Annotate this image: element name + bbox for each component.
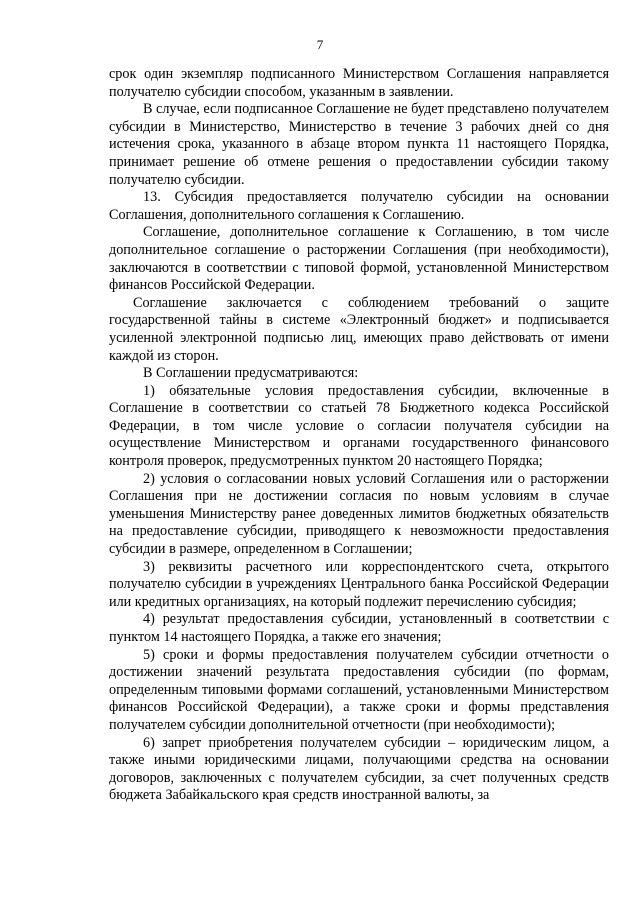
- list-item: 4) результат предоставления субсидии, установленный в соответствии с пунктом 14 настоящего Порядка, а также его значения;: [109, 611, 609, 645]
- paragraph: 13. Субсидия предоставляется получателю субсидии на основании Соглашения, дополнительного соглашения к Соглашению.: [109, 189, 609, 223]
- document-body: [109, 66, 609, 805]
- list-item: 5) сроки и формы предоставления получателем субсидии отчетности о достижении значений результата предоставления субсидии (по формам, определенным типовыми формами соглашений, установленными Министерством финансов Российской Федерации), а также сроки и формы представления получателем субсидии дополнительной отчетности (при необходимости);: [109, 646, 609, 733]
- paragraph: Соглашение заключается с соблюдением требований о защите государственной тайны в системе «Электронный бюджет» и подписывается усиленной электронной подписью лиц, имеющих право действовать от имени каждой из сторон.: [109, 294, 609, 364]
- list-item: 2) условия о согласовании новых условий Соглашения или о расторжении Соглашения при не достижении согласия по новым условиям в случае уменьшения Министерству ранее доведенных лимитов бюджетных обязательств на предоставление субсидии, приводящего к невозможности предоставления субсидии в размере, определенном в Соглашении;: [109, 470, 609, 558]
- paragraph: Соглашение, дополнительное соглашение к Соглашению, в том числе дополнительное соглашение о расторжении Соглашения (при необходимости), заключаются в соответствии с типовой формой, установленной Министерством финансов Российской Федерации.: [109, 224, 609, 294]
- paragraph: В Соглашении предусматриваются:: [143, 365, 359, 382]
- list-item: 6) запрет приобретения получателем субсидии – юридическим лицом, а также иными юридическими лицами, получающими средства на основании договоров, заключенных с получателем субсидии, за счет полученных средств бюджета Забайкальского края средств иностранной валюты, за: [109, 734, 609, 804]
- paragraph: В случае, если подписанное Соглашение не будет представлено получателем субсидии в Министерство, Министерство в течение 3 рабочих дней со дня истечения срока, указанного в абзаце втором пункта 11 настоящего Порядка, принимает решение об отмене решения о предоставлении субсидии такому получателю субсидии.: [109, 101, 609, 188]
- paragraph: срок один экземпляр подписанного Министерством Соглашения направляется получателю субсидии способом, указанным в заявлении.: [109, 66, 609, 100]
- page-number: 7: [316, 37, 324, 52]
- list-item: 1) обязательные условия предоставления субсидии, включенные в Соглашение в соответствии со статьей 78 Бюджетного кодекса Российской Федерации, в том числе условие о согласии получателя субсидии на осуществление Министерством и органами государственного финансового контроля проверок, предусмотренных пунктом 20 настоящего Порядка;: [109, 382, 609, 470]
- list-item: 3) реквизиты расчетного или корреспондентского счета, открытого получателю субсидии в учреждениях Центрального банка Российской Федерации или кредитных организациях, на который подлежит перечислению субсидия;: [109, 558, 609, 610]
